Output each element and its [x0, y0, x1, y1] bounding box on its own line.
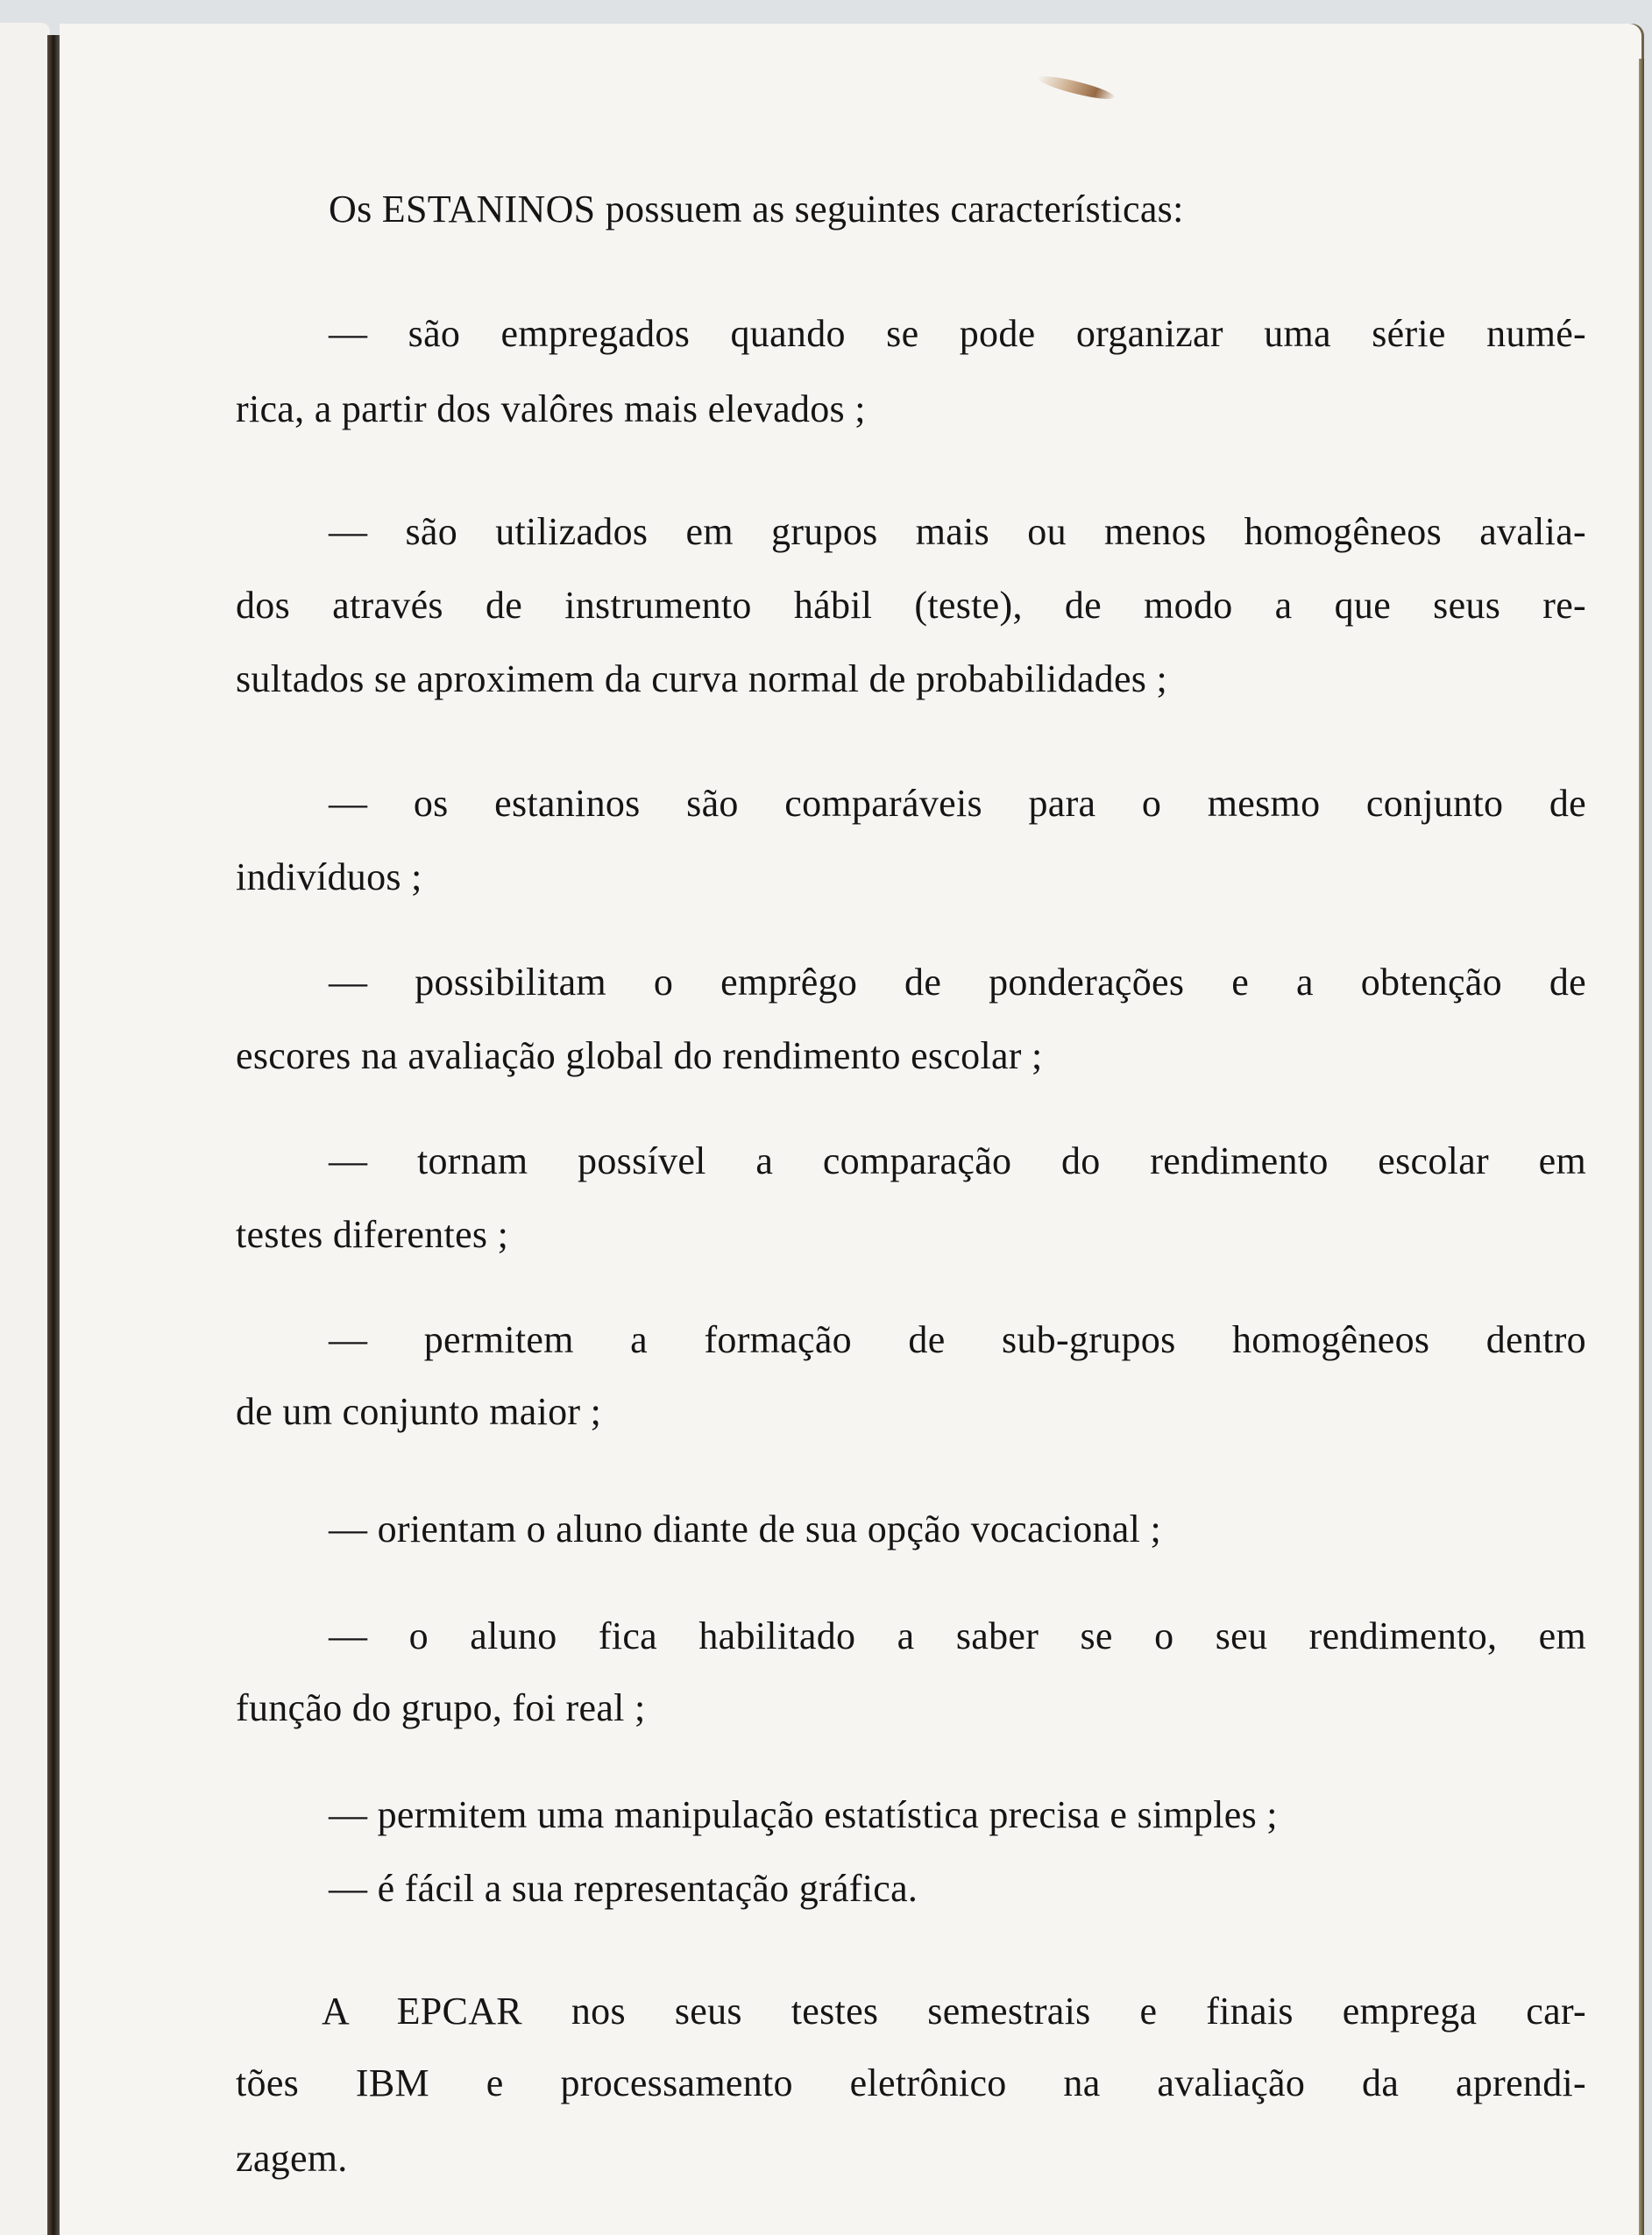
closing-paragraph-line-1: A EPCAR nos seus testes semestrais e finais emprega car- [322, 1990, 1586, 2033]
document-page [60, 24, 1644, 2235]
characteristic-item-3-line-1: — os estaninos são comparáveis para o mesmo conjunto de [329, 782, 1586, 825]
facing-page-edge [0, 23, 50, 2235]
characteristic-item-6-line-2: de um conjunto maior ; [236, 1390, 602, 1433]
characteristic-item-3-line-2: indivíduos ; [236, 855, 422, 898]
closing-paragraph-line-2: tões IBM e processamento eletrônico na avaliação da aprendi- [236, 2061, 1586, 2104]
characteristic-item-8-line-2: função do grupo, foi real ; [236, 1686, 646, 1729]
page-edge [1639, 59, 1644, 2235]
characteristic-item-1-line-2: rica, a partir dos valôres mais elevados ; [236, 387, 866, 430]
characteristic-item-2-line-3: sultados se aproximem da curva normal de probabilidades ; [236, 657, 1168, 700]
characteristic-item-9-line-1: — permitem uma manipulação estatística precisa e simples ; [329, 1793, 1278, 1836]
characteristic-item-10-line-1: — é fácil a sua representação gráfica. [329, 1867, 918, 1910]
characteristic-item-2-line-2: dos através de instrumento hábil (teste), de modo a que seus re- [236, 584, 1586, 627]
characteristic-item-5-line-2: testes diferentes ; [236, 1213, 509, 1256]
characteristic-item-4-line-1: — possibilitam o emprêgo de ponderações e a obtenção de [329, 961, 1586, 1004]
closing-paragraph-line-3: zagem. [236, 2137, 348, 2180]
paper-stain [1037, 72, 1117, 103]
characteristic-item-7-line-1: — orientam o aluno diante de sua opção vocacional ; [329, 1508, 1161, 1550]
intro-heading: Os ESTANINOS possuem as seguintes características: [329, 188, 1184, 231]
characteristic-item-1-line-1: — são empregados quando se pode organizar uma série numé- [329, 312, 1586, 355]
characteristic-item-2-line-1: — são utilizados em grupos mais ou menos homogêneos avalia- [329, 510, 1586, 553]
characteristic-item-4-line-2: escores na avaliação global do rendimento escolar ; [236, 1034, 1043, 1077]
characteristic-item-6-line-1: — permitem a formação de sub-grupos homogêneos dentro [329, 1318, 1586, 1361]
characteristic-item-5-line-1: — tornam possível a comparação do rendimento escolar em [329, 1139, 1586, 1182]
characteristic-item-8-line-1: — o aluno fica habilitado a saber se o seu rendimento, em [329, 1614, 1586, 1657]
